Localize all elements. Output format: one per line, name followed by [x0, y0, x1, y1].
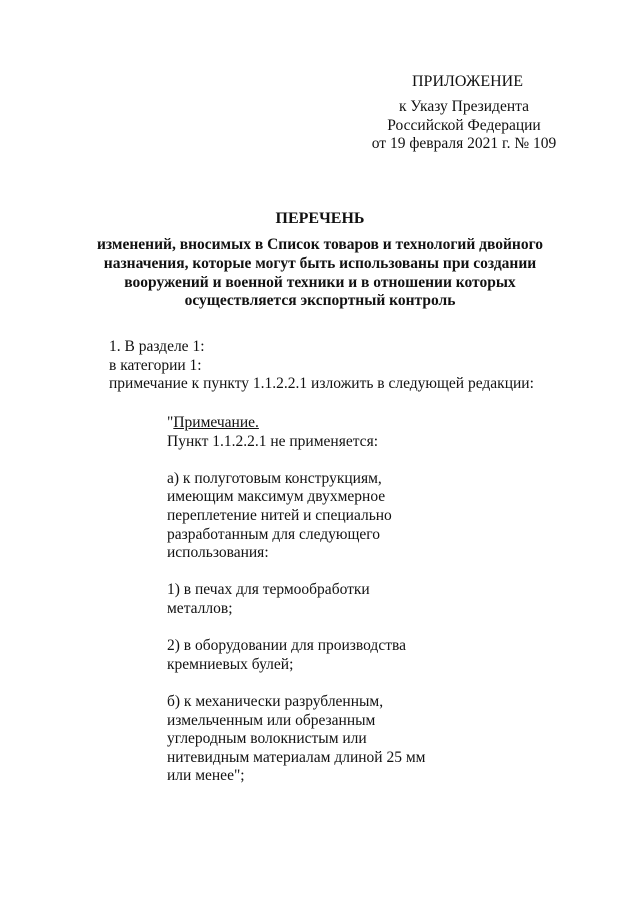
item-a-line: а) к полуготовым конструкциям,: [167, 469, 382, 487]
intro-line: 1. В разделе 1:: [109, 338, 205, 355]
item-a-line: имеющим максимум двухмерное: [167, 488, 386, 506]
intro-paragraph: [109, 338, 534, 394]
annex-ref-line: от 19 февраля 2021 г. № 109: [371, 135, 557, 152]
item-a-line: использования:: [167, 544, 269, 562]
annex-title-text: ПРИЛОЖЕНИЕ: [412, 73, 524, 90]
annex-ref-line: Российской Федерации: [387, 116, 541, 134]
document-title: [0, 210, 640, 229]
subtitle-line: изменений, вносимых в Список товаров и технологий двойного: [96, 236, 544, 253]
open-quote: ": [167, 414, 174, 431]
intro-line: в категории 1:: [109, 356, 202, 374]
document-subtitle: [40, 236, 600, 311]
subtitle-line: осуществляется экспортный контроль: [184, 292, 456, 310]
item-2-line: 2) в оборудовании для производства: [167, 637, 406, 655]
item-2-line: кремниевых булей;: [167, 655, 294, 673]
note-block: [167, 414, 425, 786]
intro-line: примечание к пункту 1.1.2.2.1 изложить в следующей редакции:: [109, 375, 534, 392]
paragraph-gap: [167, 563, 425, 582]
note-line: Пункт 1.1.2.2.1 не применяется:: [167, 432, 378, 450]
note-heading-line: [167, 414, 425, 433]
subtitle-line: вооружений и военной техники и в отношении которых: [124, 273, 516, 291]
item-1-line: 1) в печах для термообработки: [167, 581, 370, 599]
paragraph-gap: [167, 451, 425, 470]
annex-title: [412, 73, 523, 92]
document-title-text: ПЕРЕЧЕНЬ: [275, 210, 365, 227]
item-b-line: углеродным волокнистым или: [167, 730, 367, 748]
item-b-line: нитевидным материалам длиной 25 мм: [167, 748, 426, 766]
item-b-line: измельченным или обрезанным: [167, 711, 376, 729]
paragraph-gap: [167, 619, 425, 638]
item-1-line: металлов;: [167, 599, 233, 617]
annex-reference: [330, 98, 598, 154]
item-b-line: б) к механически разрубленным,: [167, 692, 384, 710]
annex-ref-line: к Указу Президента: [399, 98, 529, 115]
item-a-line: разработанным для следующего: [167, 525, 381, 543]
note-heading: Примечание.: [173, 414, 259, 431]
paragraph-gap: [167, 674, 425, 693]
item-b-line: или менее";: [167, 767, 245, 785]
subtitle-line: назначения, которые могут быть использованы при создании: [103, 254, 537, 272]
item-a-line: переплетение нитей и специально: [167, 506, 392, 524]
